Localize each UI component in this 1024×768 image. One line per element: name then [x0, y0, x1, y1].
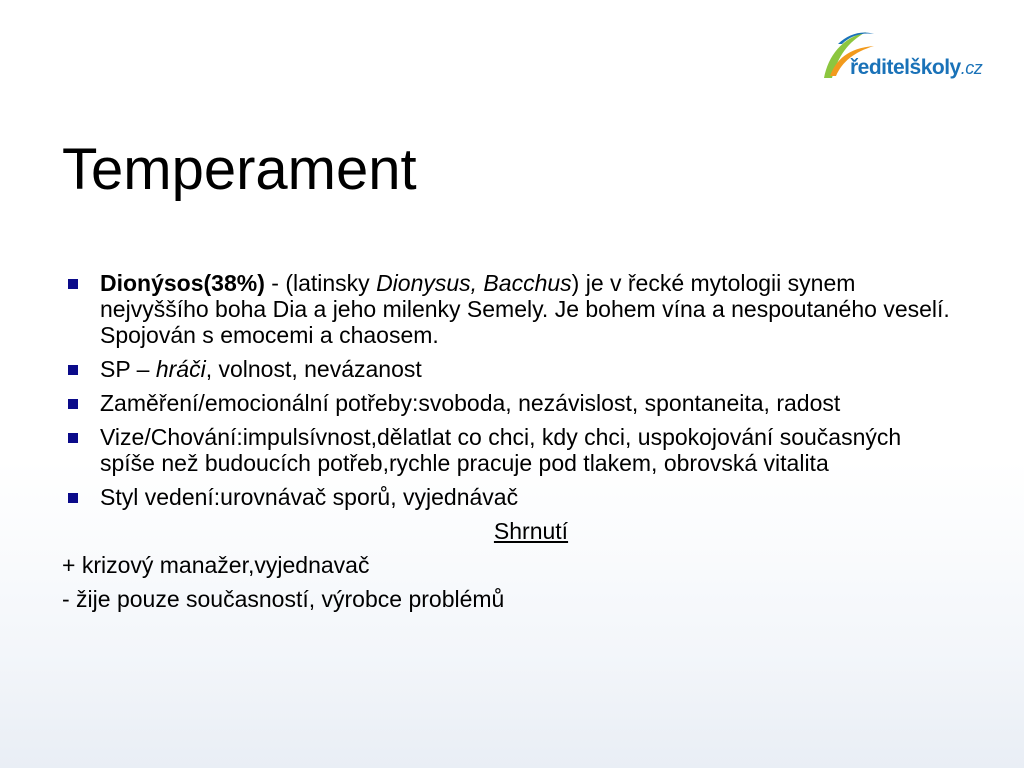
logo-text-part1: ředitel: [850, 56, 910, 79]
list-item: [62, 484, 962, 510]
logo: [818, 26, 998, 90]
bullet-square-icon: [68, 365, 78, 375]
bullet-list: [62, 270, 962, 510]
bullet-italic: hráči: [155, 356, 206, 382]
slide-title: Temperament: [62, 137, 417, 202]
bullet-text: Vize/Chování:impulsívnost,dělatlat co chci, kdy chci, uspokojování současných spíše než budoucích potřeb,rychle pracuje pod tlakem, obrovská vitalita: [100, 424, 902, 476]
list-item: [62, 390, 962, 416]
bullet-italic: Dionysus, Bacchus: [376, 270, 572, 296]
bullet-square-icon: [68, 399, 78, 409]
bullet-text: Styl vedení:urovnávač sporů, vyjednávač: [100, 484, 519, 510]
bullet-square-icon: [68, 493, 78, 503]
bullet-square-icon: [68, 433, 78, 443]
slide-content: [62, 270, 962, 620]
logo-wordmark: [850, 56, 982, 80]
summary-plus-line: + krizový manažer,vyjednavač: [62, 552, 370, 578]
summary-heading: Shrnutí: [493, 518, 569, 544]
bullet-square-icon: [68, 279, 78, 289]
list-item: [62, 356, 962, 382]
bullet-text: SP –: [100, 356, 156, 382]
summary-minus-line: - žije pouze současností, výrobce problémů: [62, 586, 505, 612]
list-item: [62, 270, 962, 348]
bullet-text: - (latinsky: [264, 270, 377, 296]
bullet-text: ) je v řecké mytologii synem nejvyššího boha Dia a jeho milenky Semely. Je bohem vína a nespoutaného veselí. Spojován s emocemi a chaosem.: [100, 270, 950, 348]
logo-text-part2: školy: [909, 56, 961, 79]
bullet-text: , volnost, nevázanost: [205, 356, 422, 382]
list-item: [62, 424, 962, 476]
bullet-lead-bold: Dionýsos(38%): [100, 270, 265, 296]
logo-text-part3: .cz: [960, 58, 983, 78]
bullet-text: Zaměření/emocionální potřeby:svoboda, nezávislost, spontaneita, radost: [100, 390, 841, 416]
